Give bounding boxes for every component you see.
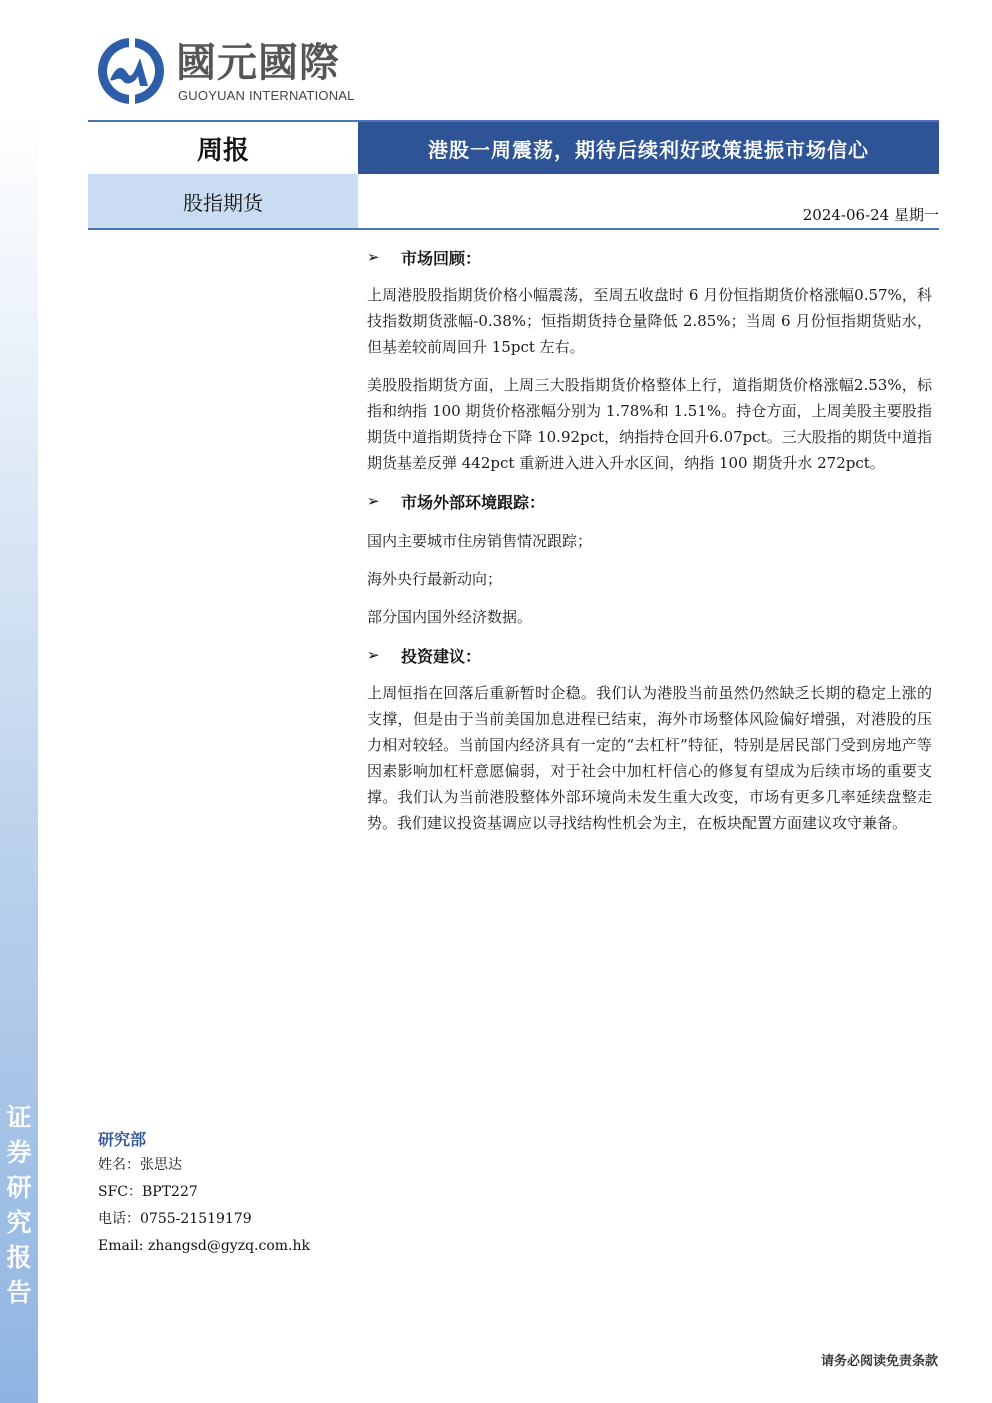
section-heading [367, 486, 932, 516]
paragraph: 上周恒指在回落后重新暂时企稳。我们认为港股当前虽然仍然缺乏长期的稳定上涨的支撑，但是由于当前美国加息进程已结束，海外市场整体风险偏好增强，对港股的压力相对较轻。当前国内经济具有一定的“去杠杆”特征，特别是居民部门受到房地产等因素影响加杠杆意愿偏弱，对于社会中加杠杆信心的修复有望成为后续市场的重要支撑。我们认为当前港股整体外部环境尚未发生重大改变，市场有更多几率延续盘整走势。我们建议投资基调应以寻找结构性机会为主，在板块配置方面建议攻守兼备。 [367, 684, 932, 832]
report-body [367, 242, 932, 836]
report-type: 周报 [88, 122, 358, 174]
side-label: 证券研究报告 [6, 1103, 32, 1307]
report-title: 港股一周震荡，期待后续利好政策提振市场信心 [358, 122, 939, 174]
section-heading [367, 640, 932, 670]
research-contact [98, 1126, 398, 1260]
analyst-name: 姓名：张思达 [98, 1157, 182, 1173]
logo-name-en: GUOYUAN INTERNATIONAL [178, 88, 355, 103]
logo-mark-icon [96, 36, 166, 106]
company-logo [96, 36, 366, 116]
header-divider-bottom [88, 228, 939, 230]
section-heading-text: 市场外部环境跟踪： [401, 492, 546, 512]
paragraph: 国内主要城市住房销售情况跟踪； [367, 532, 593, 550]
paragraph: 部分国内国外经济数据。 [367, 608, 533, 626]
disclaimer-link[interactable]: 请务必阅读免责条款 [820, 1354, 938, 1369]
analyst-email[interactable]: Email: zhangsd@gyzq.com.hk [98, 1238, 310, 1254]
paragraph: 海外央行最新动向； [367, 570, 503, 588]
arrow-bullet-icon: ➢ [367, 646, 380, 664]
section-heading-text: 投资建议： [401, 646, 482, 666]
analyst-sfc: SFC：BPT227 [98, 1184, 198, 1200]
logo-name-cn: 國元國際 [176, 40, 340, 86]
section-heading-text: 市场回顾： [401, 248, 482, 268]
report-date: 2024-06-24 星期一 [802, 206, 939, 224]
report-category: 股指期货 [88, 174, 358, 228]
analyst-phone: 电话：0755-21519179 [98, 1211, 252, 1227]
arrow-bullet-icon: ➢ [367, 492, 380, 510]
paragraph: 美股股指期货方面，上周三大股指期货价格整体上行，道指期货价格涨幅2.53%，标指和纳指 100 期货价格涨幅分别为 1.78%和 1.51%。持仓方面，上周美股主要股指期货中道指期货持仓下降 10.92pct，纳指持仓回升6.07pct。三大股指的期货中道指期货基差反弹 442pct 重新进入进入升水区间，纳指 100 期货升水 272pct。 [367, 376, 932, 472]
research-department: 研究部 [98, 1130, 147, 1149]
arrow-bullet-icon: ➢ [367, 248, 380, 266]
paragraph: 上周港股股指期货价格小幅震荡，至周五收盘时 6 月份恒指期货价格涨幅0.57%，科技指数期货涨幅-0.38%；恒指期货持仓量降低 2.85%；当周 6 月份恒指期货贴水，但基差较前周回升 15pct 左右。 [367, 286, 932, 356]
section-heading [367, 242, 932, 272]
